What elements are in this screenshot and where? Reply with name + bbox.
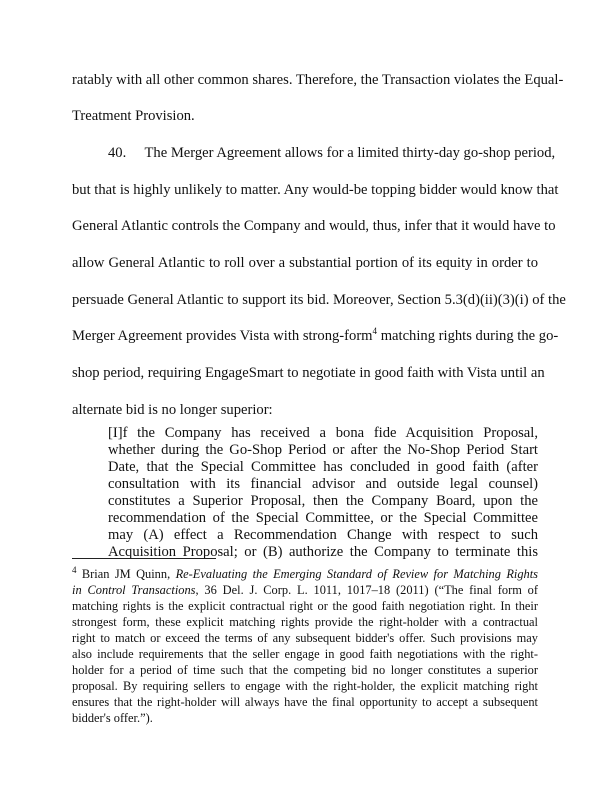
body-line-with-footnote-ref — [72, 326, 559, 346]
body-line: ratably with all other common shares. Therefore, the Transaction violates the Equal- — [72, 72, 564, 88]
quote-line: [I]f the Company has received a bona fide Acquisition Proposal, — [108, 425, 538, 441]
quote-line: may (A) effect a Recommendation Change with respect to such — [108, 527, 538, 543]
footnote-line: also include requirements that the seller engage in good faith negotiations with the right- — [72, 647, 538, 661]
body-text: matching rights during the go- — [377, 328, 559, 344]
body-text: Merger Agreement provides Vista with strong-form — [72, 328, 373, 344]
quote-line: recommendation of the Special Committee, or the Special Committee — [108, 510, 538, 526]
body-line: shop period, requiring EngageSmart to negotiate in good faith with Vista until an — [72, 365, 545, 381]
footnote-line: ensures that the right-holder will always have the final opportunity to accept a subsequent — [72, 695, 538, 709]
body-line: General Atlantic controls the Company and would, thus, infer that it would have to — [72, 218, 556, 234]
body-line: alternate bid is no longer superior: — [72, 402, 273, 418]
quote-line: whether during the Go-Shop Period or after the No-Shop Period Start — [108, 442, 538, 458]
footnote — [72, 566, 538, 726]
body-line: Treatment Provision. — [72, 108, 195, 124]
body-line: allow General Atlantic to roll over a substantial portion of its equity in order to — [72, 255, 538, 271]
quote-line: constitutes a Superior Proposal, then the Company Board, upon the — [108, 493, 538, 509]
footnote-author: Brian JM Quinn, — [76, 567, 176, 581]
footnote-line: bidder's offer.”). — [72, 711, 153, 725]
footnote-title: in Control Transactions — [72, 583, 196, 597]
footnote-line — [72, 566, 538, 582]
paragraph-40-first-line: 40. The Merger Agreement allows for a limited thirty-day go-shop period, — [108, 145, 556, 161]
footnote-reference: 4 — [372, 326, 378, 337]
quote-line: Acquisition Proposal; or (B) authorize the Company to terminate this — [108, 544, 538, 560]
footnote-line: right to match or exceed the terms of any subsequent bidder's offer. Such provisions may — [72, 631, 538, 645]
footnote-line: strongest form, these explicit matching rights provide the right-holder with a contractual — [72, 615, 538, 629]
footnote-line — [72, 582, 538, 598]
block-quote — [108, 425, 538, 561]
quote-line: Date, that the Special Committee has concluded in good faith (after — [108, 459, 538, 475]
body-line: persuade General Atlantic to support its bid. Moreover, Section 5.3(d)(ii)(3)(i) of the — [72, 292, 566, 308]
footnote-line: matching rights is the explicit contractual right or the good faith negotiation right. In their — [72, 599, 538, 613]
body-line: but that is highly unlikely to matter. Any would-be topping bidder would know that — [72, 182, 559, 198]
footnote-line: proposal. By requiring sellers to engage with the right-holder, the explicit matching right — [72, 679, 538, 693]
footnote-line: holder for a period of time such that the competing bid no longer constitutes a superior — [72, 663, 538, 677]
footnote-separator — [72, 558, 216, 559]
footnote-title: Re-Evaluating the Emerging Standard of Review for Matching Rights — [175, 567, 538, 581]
quote-line: consultation with its financial advisor and outside legal counsel) — [108, 476, 538, 492]
footnote-cite: , 36 Del. J. Corp. L. 1011, 1017–18 (2011) (“The final form of — [195, 583, 538, 597]
footnote-number: 4 — [72, 564, 77, 575]
